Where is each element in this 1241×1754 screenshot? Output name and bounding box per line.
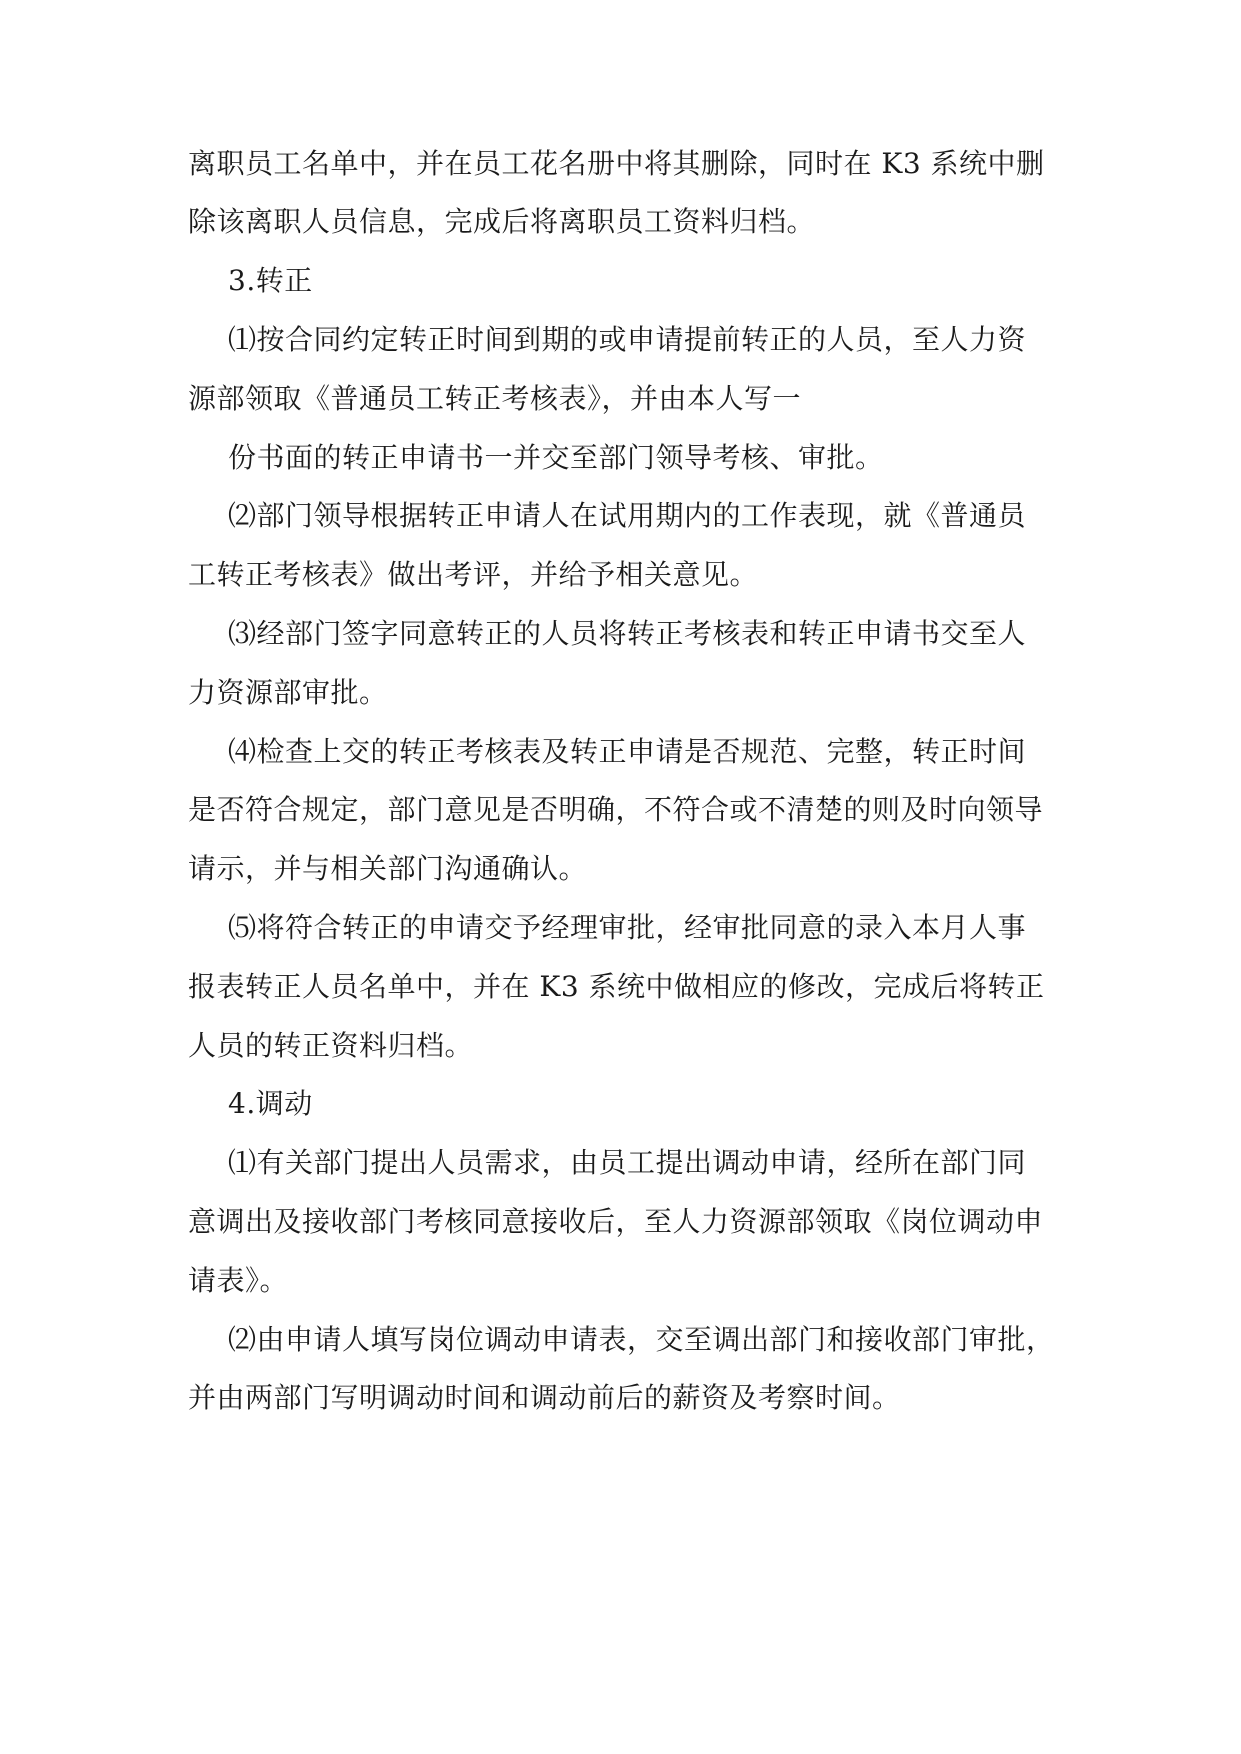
text-line: 力资源部审批。	[188, 676, 388, 709]
text-line: 请示，并与相关部门沟通确认。	[188, 852, 588, 885]
text-line: ⑸将符合转正的申请交予经理审批，经审批同意的录入本月人事	[228, 911, 1027, 944]
text-line: ⑴按合同约定转正时间到期的或申请提前转正的人员，至人力资	[228, 323, 1027, 356]
text-line: ⑶经部门签字同意转正的人员将转正考核表和转正申请书交至人	[228, 617, 1027, 650]
section-heading: 3.转正	[228, 264, 313, 297]
text-line: 意调出及接收部门考核同意接收后，至人力资源部领取《岗位调动申	[188, 1205, 1044, 1238]
text-line: ⑵部门领导根据转正申请人在试用期内的工作表现，就《普通员	[228, 499, 1027, 532]
text-line: 离职员工名单中，并在员工花名册中将其删除，同时在 K3 系统中删	[188, 147, 1045, 180]
text-line: 是否符合规定，部门意见是否明确，不符合或不清楚的则及时向领导	[188, 793, 1044, 826]
text-line: 份书面的转正申请书一并交至部门领导考核、审批。	[228, 441, 884, 474]
text-line: ⑴有关部门提出人员需求，由员工提出调动申请，经所在部门同	[228, 1146, 1027, 1179]
text-line: 请表》。	[188, 1264, 289, 1297]
text-line: ⑵由申请人填写岗位调动申请表，交至调出部门和接收部门审批，	[228, 1323, 1055, 1356]
text-line: 人员的转正资料归档。	[188, 1029, 474, 1062]
text-line: 报表转正人员名单中，并在 K3 系统中做相应的修改，完成后将转正	[188, 970, 1045, 1003]
text-line: ⑷检查上交的转正考核表及转正申请是否规范、完整，转正时间	[228, 735, 1027, 768]
text-line: 并由两部门写明调动时间和调动前后的薪资及考察时间。	[188, 1381, 901, 1414]
text-line: 工转正考核表》做出考评，并给予相关意见。	[188, 558, 759, 591]
section-heading: 4.调动	[228, 1087, 313, 1120]
text-line: 除该离职人员信息，完成后将离职员工资料归档。	[188, 205, 816, 238]
text-line: 源部领取《普通员工转正考核表》，并由本人写一	[188, 382, 802, 415]
